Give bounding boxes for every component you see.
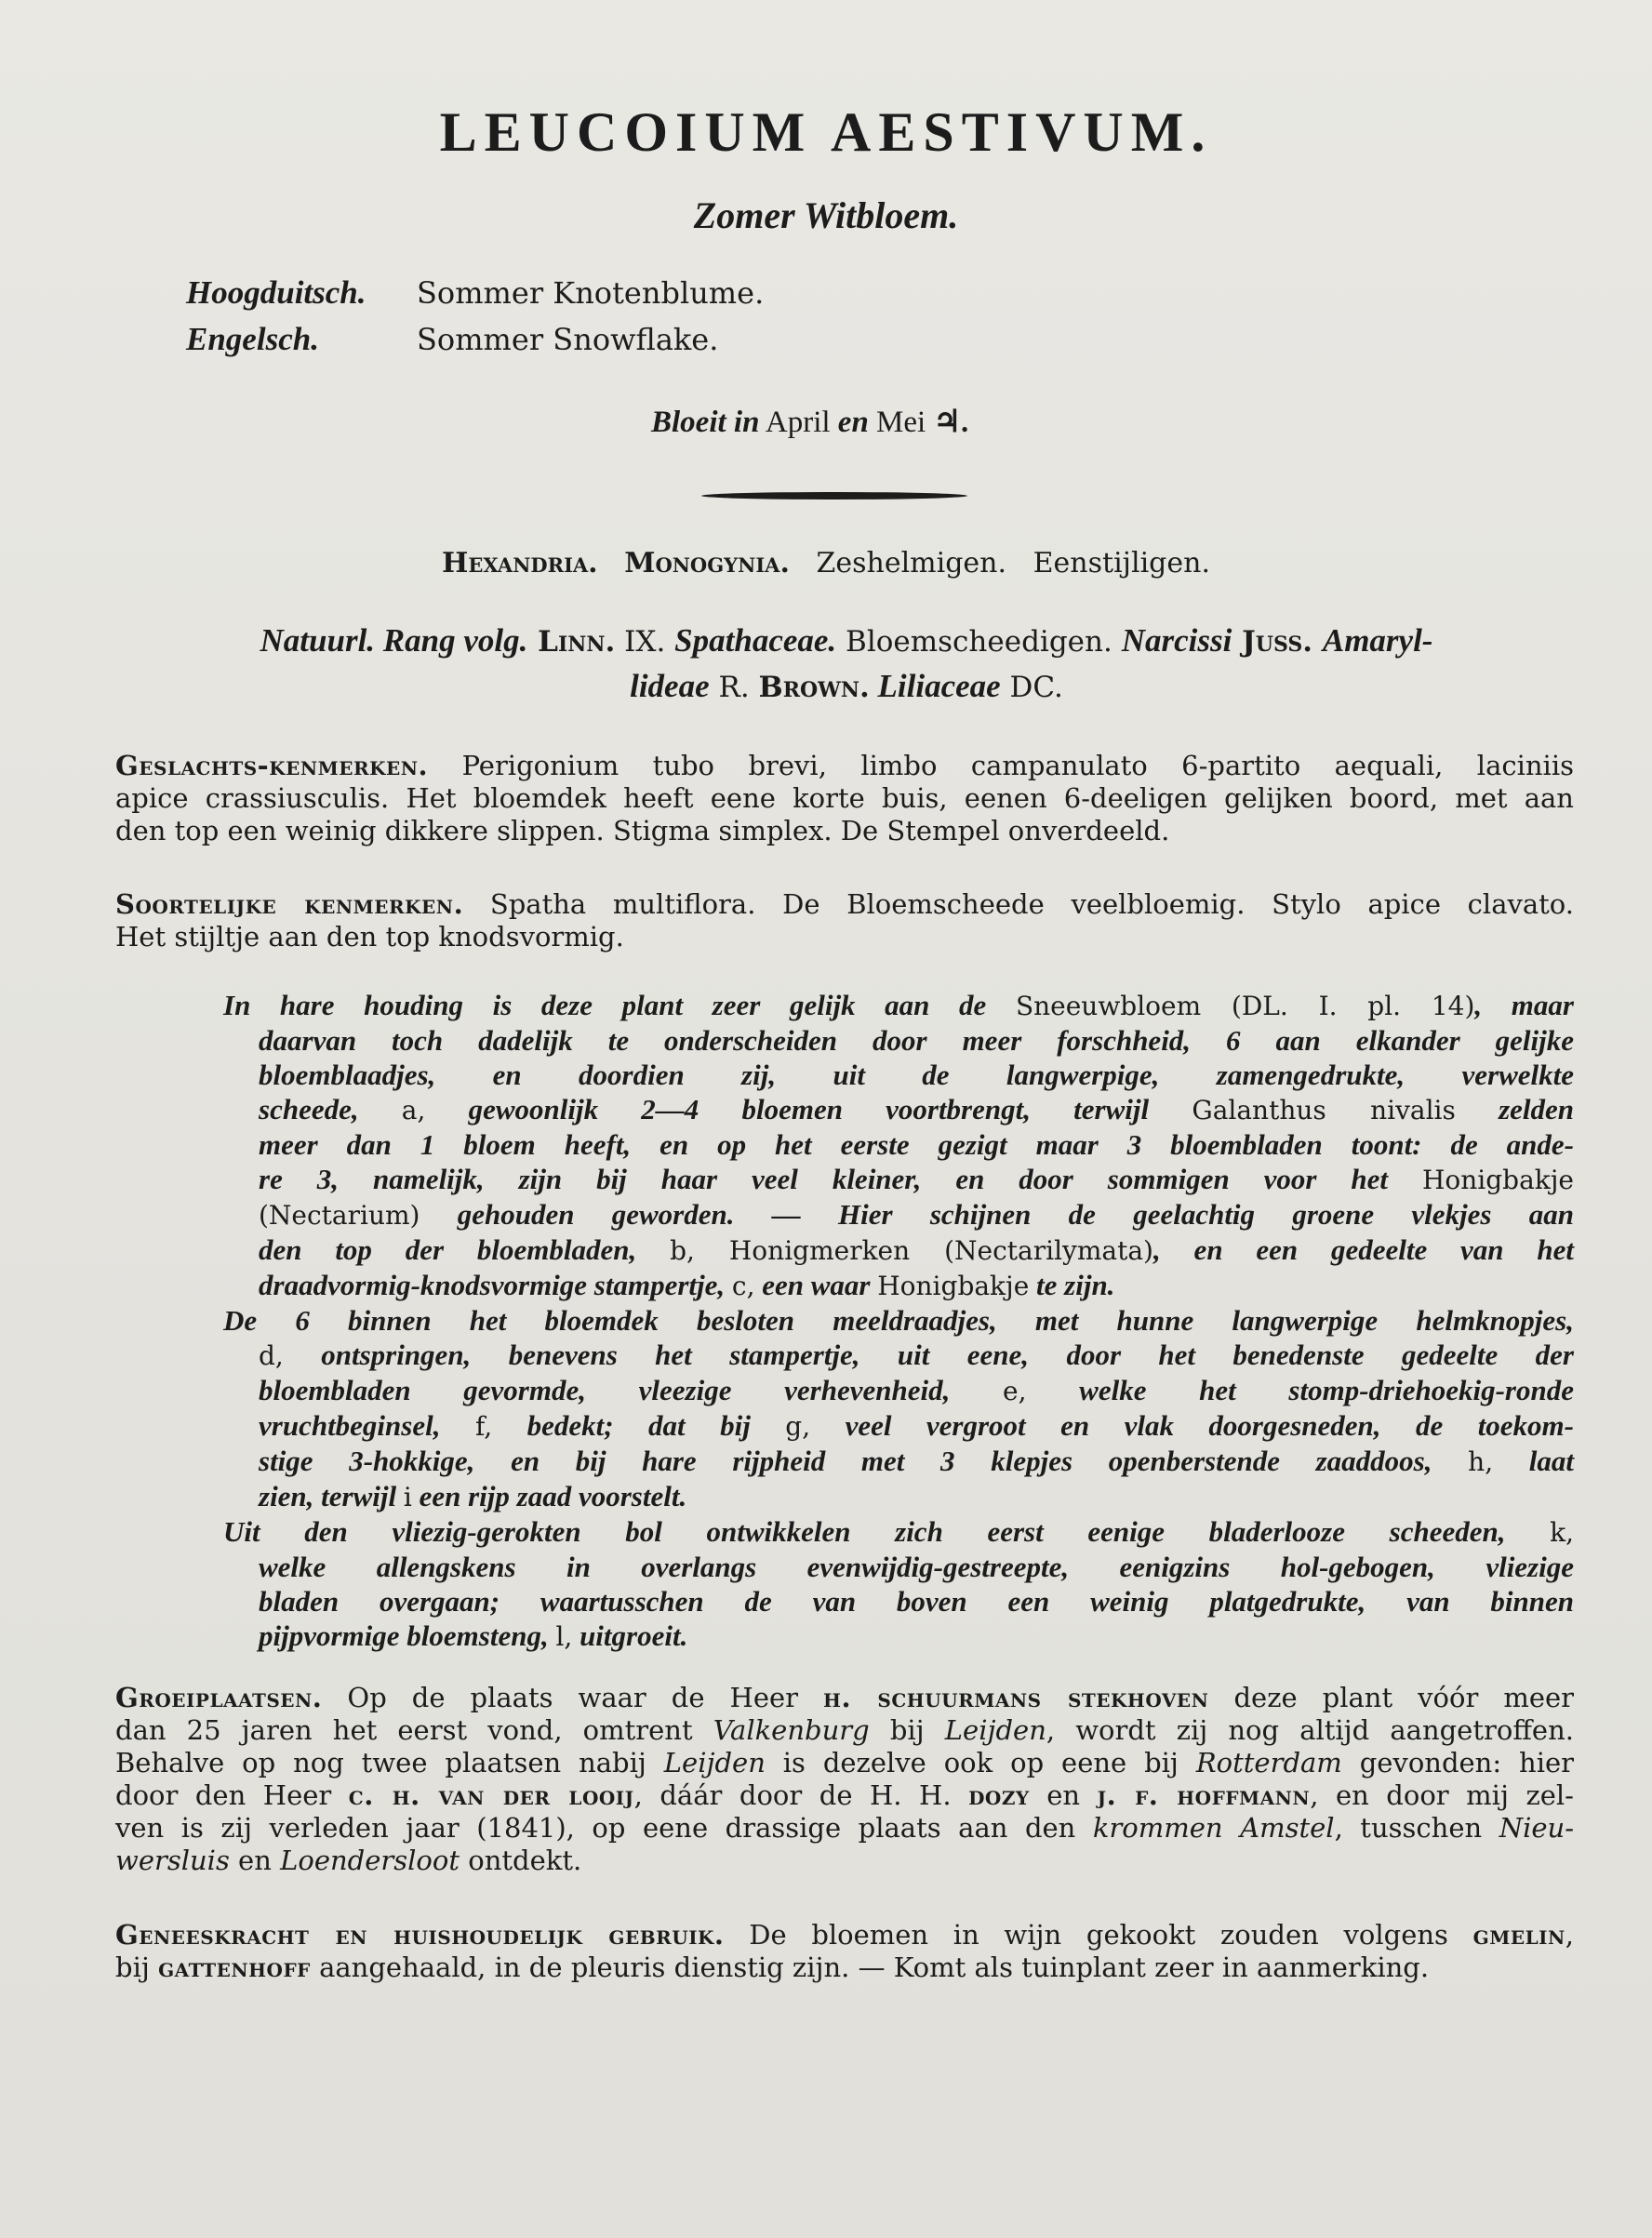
class-name-dutch: Zeshelmigen. [816, 547, 1007, 579]
description-line [259, 1127, 1574, 1162]
order-name: Monogynia. [624, 547, 790, 579]
text-run: a, [401, 1095, 426, 1126]
plate-description [223, 988, 1574, 1654]
vernacular-row-english [186, 316, 764, 363]
text-run: bladen overgaan; waartusschen de van boven een weinig platgedrukte, van binnen [259, 1585, 1574, 1618]
text-run: uitgroeit. [572, 1619, 688, 1652]
text-run: bloembladen gevormde, vleezige verhevenheid, [259, 1374, 1004, 1406]
text-run: In hare houding is deze plant zeer gelijk aan de [223, 989, 1016, 1021]
text-run: Spathaceae. [674, 622, 837, 659]
text-run: Linn. [527, 625, 616, 659]
text-run: Loendersloot [280, 1845, 460, 1876]
text-run: Groeiplaatsen. [115, 1682, 323, 1713]
flowering-month: Mei [876, 406, 926, 439]
text-line: Soortelijke kenmerken. Spatha multiflora. De Bloemscheede veelbloemig. Stylo apice clavato. [115, 888, 1574, 920]
text-run: , en door mij zel- [1310, 1779, 1574, 1811]
text-run: wersluis [115, 1845, 230, 1876]
text-run: Leijden [944, 1714, 1046, 1746]
text-run: krommen Amstel [1092, 1812, 1335, 1844]
text-run: , [1565, 1919, 1574, 1951]
text-run: e, [1003, 1376, 1027, 1406]
species-characters [115, 888, 1574, 953]
vernacular-row-german [186, 270, 764, 316]
text-run: den top der bloembladen, [259, 1233, 671, 1266]
text-run: gmelin [1472, 1919, 1565, 1951]
text-run: ontspringen, benevens het stampertje, uit eene, door het benedenste gedeelte der [283, 1339, 1574, 1371]
common-name-subtitle: Zomer Witbloem. [693, 194, 959, 236]
flowering-conjunction: en [837, 406, 869, 439]
text-run: en [229, 1845, 281, 1876]
text-run: d, [259, 1340, 284, 1371]
text-run: Natuurl. Rang volg. [260, 622, 528, 659]
description-line [259, 1058, 1574, 1092]
text-run: Galanthus nivalis [1192, 1095, 1456, 1126]
text-run: DC. [1000, 671, 1063, 704]
text-run: Geneeskracht en huishoudelijk gebruik. [115, 1919, 725, 1951]
text-run: te zijn. [1029, 1269, 1115, 1301]
perennial-symbol: ♃. [933, 406, 969, 439]
text-run: De 6 binnen het bloemdek besloten meeldraadjes, met hunne langwerpige helmknopjes, [223, 1304, 1574, 1337]
text-run: b, Honigmerken (Nectarilymata) [670, 1235, 1153, 1266]
text-run: daarvan toch dadelijk te onderscheiden door meer forschheid, 6 aan elkander gelijke [259, 1024, 1574, 1057]
text-line: Het stijltje aan den top knodsvormig. [115, 921, 624, 952]
linnaean-classification [0, 547, 1652, 579]
text-run: meer dan 1 bloem heeft, en op het eerste gezigt maar 3 bloembladen toont: de ande- [259, 1128, 1574, 1161]
text-run: Sneeuwbloem (DL. I. pl. 14) [1015, 991, 1475, 1021]
text-run: zelden [1455, 1093, 1574, 1126]
text-run: pijpvormige bloemsteng, [259, 1619, 556, 1652]
natural-rank [149, 619, 1544, 710]
description-line [259, 1268, 1574, 1303]
text-run: draadvormig-knodsvormige stampertje, [259, 1269, 732, 1301]
description-line [223, 1303, 1574, 1338]
text-line [115, 1714, 1574, 1747]
text-run: c, [731, 1271, 755, 1301]
order-name-dutch: Eenstijligen. [1032, 547, 1210, 579]
text-run: , tusschen [1334, 1812, 1499, 1844]
text-run: vruchtbeginsel, [259, 1409, 475, 1442]
text-run: een waar [754, 1269, 878, 1301]
text-run: j. f. hoffmann [1097, 1779, 1311, 1811]
description-line [259, 1408, 1574, 1444]
language-label: Engelsch. [186, 321, 319, 357]
description-line [259, 1584, 1574, 1619]
text-run: welke het stomp-driehoekig-ronde [1026, 1374, 1574, 1406]
text-run: zien, terwijl [259, 1480, 404, 1512]
text-line [115, 1779, 1574, 1812]
text-run: bedekt; dat bij [492, 1409, 786, 1442]
section-heading: Geslachts-kenmerken. [115, 750, 429, 781]
text-run: ven is zij verleden jaar (1841), op eene drassige plaats aan den [115, 1812, 1093, 1844]
text-run: dozy [968, 1779, 1030, 1811]
text-run: bij [869, 1714, 945, 1746]
description-line [259, 1338, 1574, 1373]
text-run: Uit den vliezig-gerokten bol ontwikkelen zich eerst eenige bladerlooze scheeden, [223, 1515, 1551, 1548]
class-name: Hexandria. [442, 547, 598, 579]
text-run: Liliaceae [869, 668, 1001, 704]
text-run: gattenhoff [158, 1952, 311, 1983]
text-line [115, 1952, 1574, 1984]
text-run: door den Heer [115, 1779, 349, 1811]
text-run: De bloemen in wijn gekookt zouden volgens [724, 1919, 1473, 1951]
text-run: Valkenburg [713, 1714, 870, 1746]
text-run: re 3, namelijk, zijn bij haar veel kleiner, en door sommigen voor het [259, 1163, 1422, 1195]
section-heading: Soortelijke kenmerken. [115, 888, 464, 920]
vernacular-name: Sommer Snowflake. [417, 322, 719, 357]
text-run: i [403, 1482, 412, 1512]
text-line [115, 1845, 1574, 1877]
text-run: R. [709, 671, 759, 704]
text-run: , wordt zij nog altijd aangetroffen. [1046, 1714, 1574, 1746]
text-run: Bloemscheedigen. [836, 625, 1122, 659]
text-run: , dáár door de H. H. [633, 1779, 969, 1811]
text-line: den top een weinig dikkere slippen. Stigma simplex. De Stempel onverdeeld. [115, 815, 1170, 846]
text-run: Leijden [663, 1747, 766, 1778]
text-line: apice crassiusculis. Het bloemdek heeft eene korte buis, eenen 6-deeligen gelijken boord, met aan [115, 782, 1574, 814]
genus-characters [115, 750, 1574, 847]
description-line [259, 1550, 1574, 1584]
text-run: h. schuurmans stekhoven [823, 1682, 1209, 1713]
text-run: gehouden geworden. — Hier schijnen de geelachtig groene vlekjes aan [420, 1198, 1574, 1231]
text-run: dan 25 jaren het eerst vond, omtrent [115, 1714, 713, 1746]
text-line: Geslachts-kenmerken. Perigonium tubo brevi, limbo campanulato 6-partito aequali, laciniis [115, 750, 1574, 781]
flowering-line [651, 403, 968, 440]
text-run: aangehaald, in de pleuris dienstig zijn. — Komt als tuinplant zeer in aanmerking. [310, 1952, 1430, 1983]
text-run: IX. [615, 625, 675, 659]
description-line [259, 1619, 1574, 1654]
ornamental-rule [701, 492, 967, 500]
text-run: , maar [1474, 989, 1574, 1021]
text-run: ontdekt. [460, 1845, 582, 1876]
text-run: Honigbakje [1421, 1165, 1574, 1195]
vernacular-names [186, 270, 764, 363]
text-run: f, [474, 1411, 493, 1442]
language-label: Hoogduitsch. [186, 274, 366, 311]
text-run: Amaryl- [1322, 622, 1433, 659]
text-run: Narcissi [1121, 622, 1232, 659]
text-line [115, 1747, 1574, 1779]
text-run: g, [785, 1411, 811, 1442]
text-run: Honigbakje [877, 1271, 1030, 1301]
text-run: Behalve op nog twee plaatsen nabij [115, 1747, 664, 1778]
text-run: scheede, [259, 1093, 402, 1126]
text-run: stige 3-hokkige, en bij hare rijpheid met 3 klepjes openberstende zaaddoos, [259, 1445, 1469, 1477]
text-run: een rijp zaad voorstelt. [411, 1480, 687, 1512]
rank-line [149, 664, 1544, 710]
text-run: l, [555, 1621, 573, 1652]
description-line [259, 1023, 1574, 1058]
text-run: k, [1550, 1517, 1574, 1548]
page-title: LEUCOIUM AESTIVUM. [439, 101, 1213, 163]
text-run: welke allengskens in overlangs evenwijdig-gestreepte, eenigzins hol-gebogen, vliezige [259, 1551, 1574, 1583]
text-line [115, 1682, 1574, 1714]
text-run: laat [1493, 1445, 1574, 1477]
description-line [259, 1444, 1574, 1479]
description-line [259, 1197, 1574, 1232]
text-run: h, [1468, 1446, 1494, 1477]
text-run: Nieu- [1499, 1812, 1574, 1844]
habitat-section [115, 1682, 1574, 1877]
text-line [115, 1919, 1574, 1952]
flowering-month: April [765, 406, 831, 439]
description-line [259, 1162, 1574, 1197]
uses-section [115, 1919, 1574, 1984]
description-line [259, 1479, 1574, 1514]
text-run: gevonden: hier [1341, 1747, 1575, 1778]
text-line [115, 1812, 1574, 1845]
flowering-label: Bloeit in [651, 406, 760, 439]
vernacular-name: Sommer Knotenblume. [417, 275, 765, 311]
text-run: veel vergroot en vlak doorgesneden, de toekom- [810, 1409, 1574, 1442]
description-line [223, 988, 1574, 1023]
text-run: Op de plaats waar de Heer [322, 1682, 824, 1713]
description-line [259, 1092, 1574, 1127]
text-run: bloemblaadjes, en doordien zij, uit de langwerpige, zamengedrukte, verwelkte [259, 1059, 1574, 1091]
text-run: is dezelve ook op eene bij [765, 1747, 1196, 1778]
text-run: lideae [630, 668, 710, 704]
text-run: , en een gedeelte van het [1152, 1233, 1574, 1266]
description-line [259, 1373, 1574, 1408]
text-run: (Nectarium) [259, 1200, 420, 1231]
text-run: en [1029, 1779, 1098, 1811]
text-run: Juss. [1232, 625, 1323, 659]
text-run: c. h. van der looij [348, 1779, 634, 1811]
text-run: Brown. [758, 671, 870, 704]
text-run: deze plant vóór meer [1208, 1682, 1575, 1713]
text-run: gewoonlijk 2—4 bloemen voortbrengt, terwijl [425, 1093, 1192, 1126]
description-line [259, 1232, 1574, 1268]
description-line [223, 1514, 1574, 1550]
text-run: Rotterdam [1195, 1747, 1342, 1778]
text-run: bij [115, 1952, 159, 1983]
rank-line [149, 619, 1544, 664]
